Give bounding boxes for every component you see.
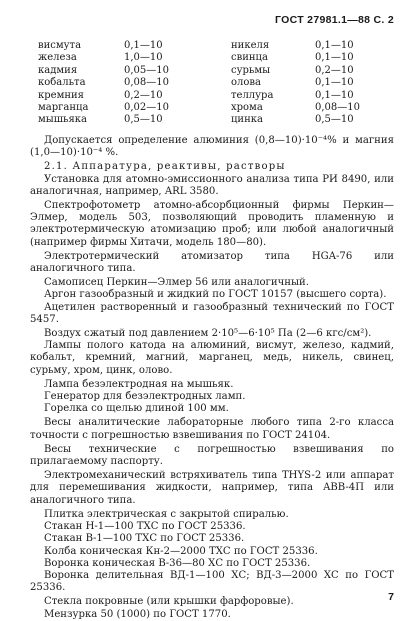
paragraph: Воронка делительная ВД-1—100 ХС; ВД-3—2000 ХС по ГОСТ 25336. [30, 569, 394, 594]
paragraph: Допускается определение алюминия (0,8—10)·10⁻⁴% и магния (1,0—10)·10⁻⁴ %. [30, 135, 394, 159]
table-row [38, 90, 398, 102]
element-range: 0,1—10 [315, 40, 354, 51]
paragraph: Лампа безэлектродная на мышьяк. [44, 378, 234, 390]
element-range-table [38, 40, 398, 127]
paragraph: Весы технические с погрешностью взвешивания по прилагаемому паспорту. [30, 443, 394, 468]
paragraph: Электротермический атомизатор типа HGA-76 или аналогичного типа. [30, 250, 394, 275]
paragraph: Горелка со щелью длиной 100 мм. [44, 403, 229, 415]
paragraph: Самописец Перкин—Элмер 56 или аналогичный. [44, 277, 309, 289]
element-range: 1,0—10 [124, 52, 163, 64]
table-row [38, 65, 398, 77]
element-range: 0,08—10 [315, 101, 360, 113]
element-range: 0,08—10 [124, 77, 169, 89]
element-name: кадмия [38, 64, 78, 76]
element-range: 0,1—10 [124, 40, 163, 51]
table-row [38, 52, 398, 64]
section-heading: 2.1. Аппаратура, реактивы, растворы [44, 161, 286, 173]
paragraph: Воздух сжатый под давлением 2·10⁵—6·10⁵ Па (2—6 кгс/см²). [44, 328, 372, 340]
element-name: олова [231, 77, 261, 89]
paragraph: Стекла покровные (или крышки фарфоровые). [44, 596, 294, 608]
paragraph: Мензурка 50 (1000) по ГОСТ 1770. [44, 608, 231, 620]
paragraph: Плитка электрическая с закрытой спиралью. [44, 508, 289, 520]
element-name: кобальта [38, 77, 86, 89]
page-header: ГОСТ 27981.1—88 С. 2 [275, 14, 394, 26]
element-range: 0,5—10 [124, 114, 163, 126]
paragraph: Стакан Н-1—100 ТХС по ГОСТ 25336. [44, 521, 246, 533]
table-row [38, 102, 398, 114]
element-range: 0,02—10 [124, 101, 169, 113]
table-row [38, 40, 398, 52]
element-name: марганца [38, 101, 89, 113]
element-range: 0,2—10 [124, 89, 163, 101]
element-name: хрома [231, 101, 263, 113]
element-range: 0,05—10 [124, 64, 169, 76]
table-row [38, 114, 398, 126]
paragraph: Стакан В-1—100 ТХС по ГОСТ 25336. [44, 533, 245, 545]
element-range: 0,1—10 [315, 89, 354, 101]
paragraph: Колба коническая Кн-2—2000 ТХС по ГОСТ 25336. [44, 545, 318, 557]
element-name: мышьяка [38, 114, 87, 126]
paragraph: Установка для атомно-эмиссионного анализа типа РИ 8490, или аналогичная, например, ARL 3580. [30, 173, 394, 197]
element-range: 0,1—10 [315, 77, 354, 89]
element-name: цинка [231, 114, 263, 126]
element-range: 0,2—10 [315, 64, 354, 76]
element-name: железа [38, 52, 77, 64]
element-name: свинца [231, 52, 268, 64]
paragraph: Генератор для безэлектродных ламп. [44, 391, 246, 403]
page-number: 7 [388, 591, 394, 603]
element-name: сурьмы [231, 64, 271, 76]
paragraph: Ацетилен растворенный и газообразный технический по ГОСТ 5457. [30, 301, 394, 325]
element-name: никеля [231, 40, 270, 51]
paragraph: Электромеханический встряхиватель типа THYS-2 или аппарат для перемешивания жидкости, например, типа ABB-4П или аналогичного типа. [30, 470, 394, 506]
paragraph: Воронка коническая В-36—80 ХС по ГОСТ 25336. [44, 557, 311, 569]
element-name: висмута [38, 40, 82, 51]
paragraph: Спектрофотометр атомно-абсорбционный фирмы Перкин—Элмер, модель 503, позволяющий проводить пламенную и электротермическую атомизацию проб; или любой аналогичный (например фирмы Хитачи, модель 180—80). [30, 200, 394, 248]
paragraph: Аргон газообразный и жидкий по ГОСТ 10157 (высшего сорта). [44, 289, 387, 301]
element-range: 0,5—10 [315, 114, 354, 126]
element-name: кремния [38, 89, 84, 101]
body-text [30, 135, 394, 621]
table-row [38, 77, 398, 89]
element-range: 0,1—10 [315, 52, 354, 64]
paragraph: Весы аналитические лабораторные любого типа 2-го класса точности с погрешностью взвешивания по ГОСТ 24104. [30, 417, 394, 441]
element-name: теллура [231, 89, 274, 101]
paragraph: Лампы полого катода на алюминий, висмут, железо, кадмий, кобальт, кремний, магний, марганец, медь, никель, свинец, сурьму, хром, цинк, олово. [30, 340, 394, 376]
